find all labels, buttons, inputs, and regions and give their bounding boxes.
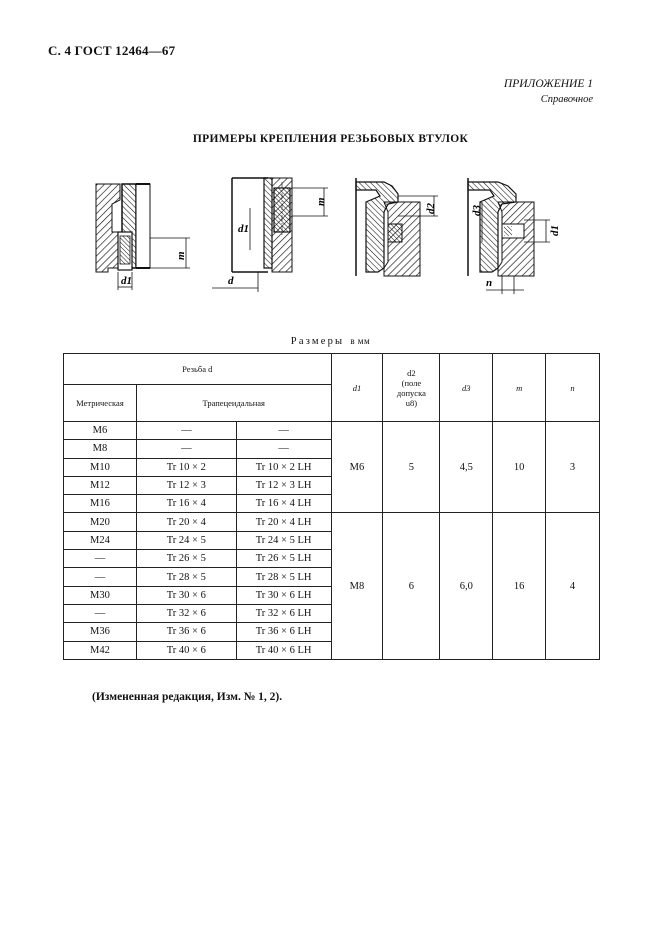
trapezoidal-cell: Tr 12 × 3	[136, 476, 236, 494]
metric-cell: M42	[64, 641, 137, 659]
figure-4	[468, 178, 561, 294]
d2-header	[383, 354, 440, 422]
page-header: С. 4 ГОСТ 12464—67	[48, 43, 176, 58]
fig4-d1-label: d1	[549, 225, 561, 236]
metric-cell: M30	[64, 586, 137, 604]
trapezoidal-lh-cell: Tr 16 × 4 LH	[236, 495, 331, 513]
metric-cell: M6	[64, 422, 137, 440]
figure-3	[356, 178, 438, 276]
m-cell: 10	[493, 422, 546, 513]
trapezoidal-lh-cell: Tr 24 × 5 LH	[236, 531, 331, 549]
d2-header-note-2: допуска	[396, 387, 426, 398]
d2-header-note-3: u8)	[405, 397, 418, 408]
appendix-subtitle: Справочное	[540, 94, 593, 105]
fig4-d3-label: d3	[471, 205, 483, 216]
d1-header: d1	[331, 354, 383, 422]
figure-2	[212, 178, 328, 292]
caption-unit: в мм	[350, 336, 371, 346]
metric-cell: —	[64, 604, 137, 622]
trapezoidal-lh-cell: Tr 12 × 3 LH	[236, 476, 331, 494]
metric-cell: M20	[64, 513, 137, 531]
n-header: n	[546, 354, 600, 422]
trapezoidal-cell: Tr 32 × 6	[136, 604, 236, 622]
table-header-row-1	[64, 354, 600, 385]
fig2-d1-label: d1	[238, 223, 249, 235]
trapezoidal-lh-cell: Tr 36 × 6 LH	[236, 623, 331, 641]
metric-cell: M36	[64, 623, 137, 641]
metric-cell: —	[64, 550, 137, 568]
trapezoidal-lh-cell: Tr 20 × 4 LH	[236, 513, 331, 531]
m-cell: 16	[493, 513, 546, 659]
trapezoidal-cell: —	[136, 422, 236, 440]
trapezoidal-lh-cell: Tr 26 × 5 LH	[236, 550, 331, 568]
d3-header: d3	[440, 354, 493, 422]
trapezoidal-cell: —	[136, 440, 236, 458]
trapezoidal-cell: Tr 16 × 4	[136, 495, 236, 513]
metric-cell: M24	[64, 531, 137, 549]
metric-header: Метрическая	[64, 385, 137, 422]
trapezoidal-cell: Tr 36 × 6	[136, 623, 236, 641]
trapezoidal-header: Трапецеидальная	[136, 385, 331, 422]
appendix-label	[504, 77, 593, 107]
table-body	[64, 422, 600, 660]
metric-cell: M12	[64, 476, 137, 494]
table-row	[64, 513, 600, 531]
fig1-d1-label: d1	[121, 275, 132, 287]
trapezoidal-cell: Tr 24 × 5	[136, 531, 236, 549]
trapezoidal-lh-cell: Tr 28 × 5 LH	[236, 568, 331, 586]
trapezoidal-cell: Tr 30 × 6	[136, 586, 236, 604]
trapezoidal-lh-cell: —	[236, 422, 331, 440]
m-header: m	[493, 354, 546, 422]
dimensions-table	[63, 353, 600, 660]
d2-cell: 6	[383, 513, 440, 659]
trapezoidal-lh-cell: Tr 30 × 6 LH	[236, 586, 331, 604]
fig3-d2-label: d2	[425, 203, 437, 214]
n-cell: 3	[546, 422, 600, 513]
dimensions-caption	[0, 336, 661, 347]
metric-cell: M10	[64, 458, 137, 476]
d2-header-symbol: d2	[407, 367, 416, 378]
trapezoidal-cell: Tr 28 × 5	[136, 568, 236, 586]
trapezoidal-cell: Tr 10 × 2	[136, 458, 236, 476]
d3-cell: 6,0	[440, 513, 493, 659]
amendment-note: (Измененная редакция, Изм. № 1, 2).	[92, 691, 283, 703]
fig2-m-label: m	[315, 197, 327, 206]
fastening-examples-figures	[88, 172, 568, 297]
thread-header: Резьба d	[64, 354, 332, 385]
n-cell: 4	[546, 513, 600, 659]
table-row	[64, 422, 600, 440]
trapezoidal-lh-cell: Tr 32 × 6 LH	[236, 604, 331, 622]
d1-cell: M6	[331, 422, 383, 513]
fig1-m-label: m	[175, 251, 187, 260]
section-title: ПРИМЕРЫ КРЕПЛЕНИЯ РЕЗЬБОВЫХ ВТУЛОК	[192, 133, 469, 145]
figure-1	[96, 184, 190, 290]
caption-text: Размеры	[290, 336, 345, 347]
trapezoidal-cell: Tr 26 × 5	[136, 550, 236, 568]
d1-cell: M8	[331, 513, 383, 659]
d3-cell: 4,5	[440, 422, 493, 513]
metric-cell: —	[64, 568, 137, 586]
metric-cell: M8	[64, 440, 137, 458]
fig4-n-label: n	[486, 277, 493, 289]
d2-header-note-1: (поле	[401, 377, 422, 388]
figures-svg	[88, 172, 568, 297]
d2-cell: 5	[383, 422, 440, 513]
trapezoidal-cell: Tr 40 × 6	[136, 641, 236, 659]
trapezoidal-lh-cell: Tr 10 × 2 LH	[236, 458, 331, 476]
metric-cell: M16	[64, 495, 137, 513]
fig2-d-label: d	[228, 275, 234, 287]
trapezoidal-lh-cell: —	[236, 440, 331, 458]
trapezoidal-lh-cell: Tr 40 × 6 LH	[236, 641, 331, 659]
trapezoidal-cell: Tr 20 × 4	[136, 513, 236, 531]
appendix-title: ПРИЛОЖЕНИЕ 1	[503, 78, 593, 90]
